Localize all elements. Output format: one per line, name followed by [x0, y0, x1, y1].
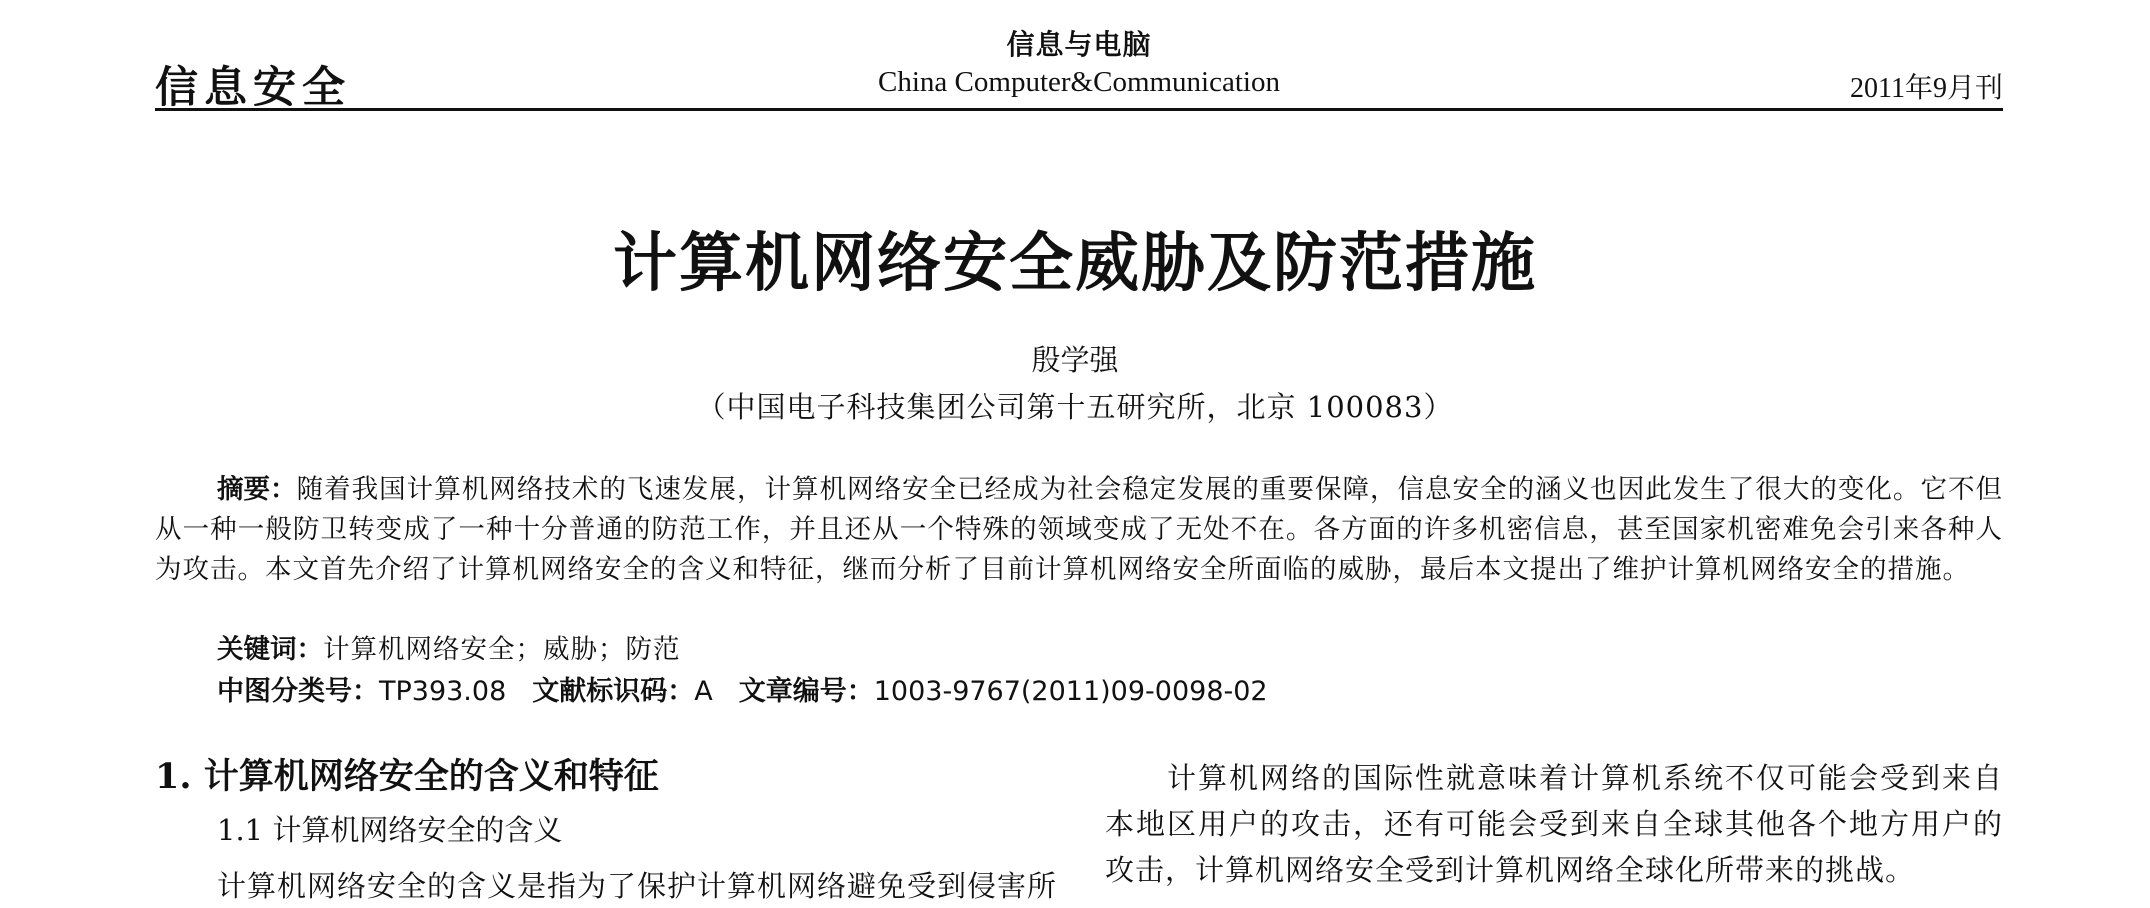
article-no-value: 1003-9767(2011)09-0098-02: [873, 676, 1268, 707]
author-name: 殷学强: [1031, 343, 1119, 377]
body-paragraph-right: 计算机网络的国际性就意味着计算机系统不仅可能会受到来自本地区用户的攻击，还有可能会受到来自全球其他各个地方用户的攻击，计算机网络安全受到计算机网络全球化所带来的挑战。: [1105, 761, 2003, 887]
article-title: 计算机网络安全威胁及防范措施: [613, 226, 1537, 301]
body-paragraph-left: 计算机网络安全的含义是指为了保护计算机网络避免受到侵害所: [217, 869, 1058, 903]
keywords-label: 关键词：: [217, 634, 323, 665]
journal-name-cn: 信息与电脑: [1006, 28, 1152, 61]
abstract-text: 随着我国计算机网络技术的飞速发展，计算机网络安全已经成为社会稳定发展的重要保障，信息安全的涵义也因此发生了很大的变化。它不但从一种一般防卫转变成了一种十分普通的防范工作，并且还从一个特殊的领域变成了无处不在。各方面的许多机密信息，甚至国家机密难免会引来各种人为攻击。本文首先介绍了计算机网络安全的含义和特征，继而分析了目前计算机网络安全所面临的威胁，最后本文提出了维护计算机网络安全的措施。: [155, 474, 2004, 585]
keywords: [217, 630, 681, 670]
journal-name: [155, 28, 2003, 100]
section-name: 信息安全: [155, 63, 351, 113]
author-affiliation: （中国电子科技集团公司第十五研究所，北京 100083）: [696, 390, 1454, 424]
abstract-label: 摘要：: [217, 474, 297, 505]
journal-name-en: China Computer&Communication: [878, 66, 1280, 98]
running-header: [155, 22, 2003, 111]
abstract: [155, 470, 2003, 590]
doc-code-value: A: [694, 676, 713, 707]
issue-date: 2011年9月刊: [1850, 73, 2003, 104]
subsection-heading: 1.1 计算机网络安全的含义: [217, 813, 563, 847]
keywords-text: 计算机网络安全；威胁；防范: [323, 634, 681, 665]
doc-code-label: 文献标识码：: [532, 676, 695, 707]
article-no-label: 文章编号：: [738, 676, 874, 707]
section-heading: 1. 计算机网络安全的含义和特征: [155, 756, 659, 797]
classification-line: [217, 672, 1268, 712]
left-column: [155, 752, 1058, 908]
clc-label: 中图分类号：: [217, 676, 379, 707]
clc-value: TP393.08: [379, 676, 507, 707]
